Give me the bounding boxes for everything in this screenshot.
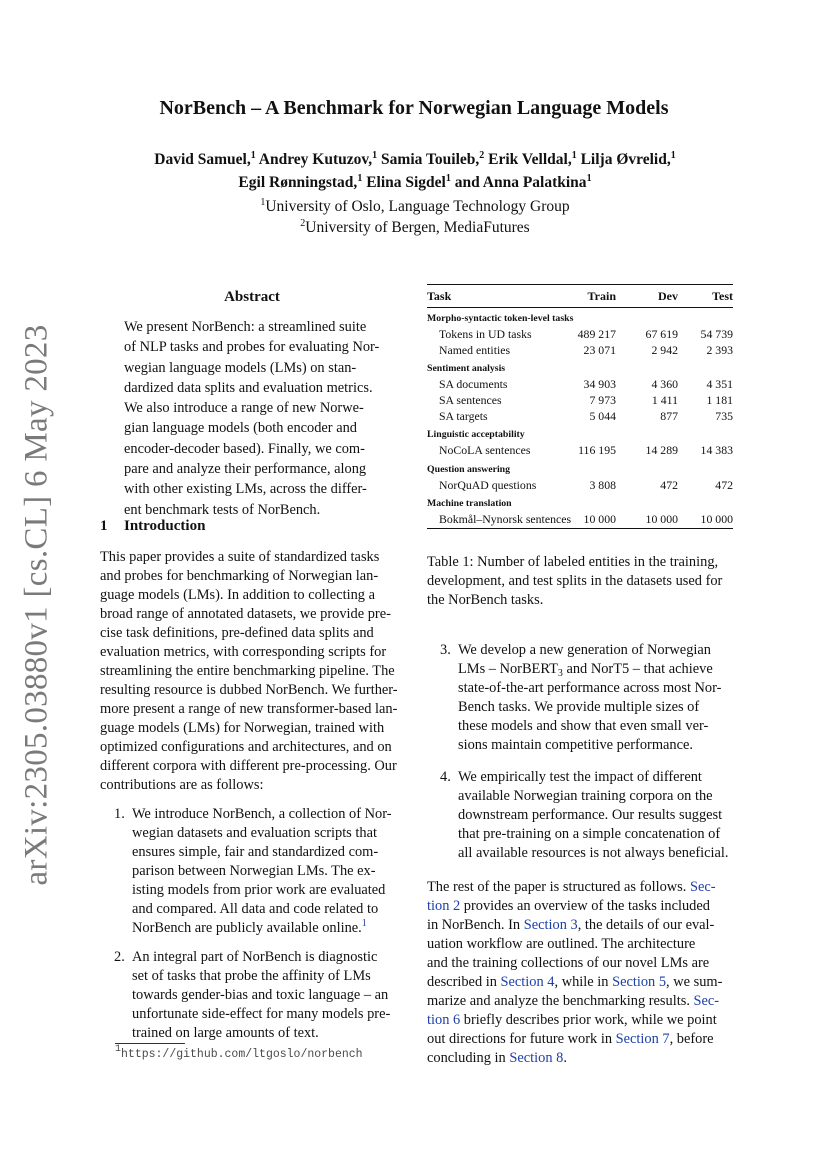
- section-6-link[interactable]: tion 6: [427, 1012, 461, 1028]
- footnote: [115, 1044, 363, 1061]
- abstract-text: [124, 317, 380, 520]
- table-row: NorQuAD questions 3 808 472 472: [439, 477, 733, 492]
- abstract-line: gian language models (both encoder and: [124, 420, 357, 437]
- author: David Samuel,: [154, 151, 251, 168]
- column-header: Dev: [616, 285, 678, 308]
- author: Andrey Kutuzov,: [255, 151, 373, 168]
- list-number: 4.: [440, 769, 451, 785]
- section-6-link[interactable]: Sec-: [693, 993, 720, 1009]
- abstract-line: wegian language models (LMs) on stan-: [124, 359, 357, 376]
- author: Samia Touileb,: [377, 151, 480, 168]
- table-1: [427, 284, 733, 529]
- affiliation-line: $^2$University of Bergen, MediaFutures: [300, 218, 530, 236]
- table-group-header: Morpho-syntactic token-level tasks: [427, 308, 733, 328]
- paper-title: NorBench – A Benchmark for Norwegian Language Models: [159, 97, 669, 119]
- section-number: 1: [100, 518, 108, 534]
- affil-mark: 1: [250, 150, 256, 161]
- author: Erik Velldal,: [484, 151, 572, 168]
- contribution-item-4: 4. We empirically test the impact of different available Norwegian training corpora on the downstream performance. Our results suggest that pre-training on a simple concatenation of all available resources is not always beneficial.: [440, 769, 729, 861]
- list-number: 1.: [114, 806, 125, 822]
- affil-mark: 1: [586, 173, 592, 184]
- section-2-link[interactable]: Sec-: [689, 879, 716, 895]
- table-header-row: [427, 285, 733, 308]
- table-row: Bokmål–Nynorsk sentences 10 000 10 000 10 000: [427, 512, 733, 528]
- table-group-header: Linguistic acceptability: [427, 428, 525, 440]
- footnote-link[interactable]: 1: [361, 918, 367, 929]
- table-row: SA targets 5 044 877 735: [439, 408, 733, 423]
- arxiv-identifier: arXiv:2305.03880v1 [cs.CL] 6 May 2023: [18, 324, 55, 886]
- author-list: [100, 148, 730, 194]
- abstract-line: encoder-decoder based). Finally, we com-: [124, 440, 365, 457]
- author: and Anna Palatkina: [450, 174, 587, 191]
- footnote-url[interactable]: https://github.com/ltgoslo/norbench: [121, 1048, 363, 1061]
- affil-mark: 1: [357, 173, 363, 184]
- section-title: Introduction: [124, 518, 206, 534]
- list-number: 2.: [114, 949, 125, 965]
- table-row: SA documents 34 903 4 360 4 351: [439, 377, 733, 392]
- section-4-link[interactable]: Section 4: [500, 974, 555, 990]
- table-group-header: Question answering: [427, 463, 511, 475]
- affil-mark: 1: [445, 173, 451, 184]
- section-3-link[interactable]: Section 3: [523, 917, 578, 933]
- arxiv-identifier-sidebar: [14, 324, 60, 886]
- table-row: NoCoLA sentences 116 195 14 289 14 383: [439, 443, 733, 458]
- table-row: SA sentences 7 973 1 411 1 181: [439, 393, 733, 408]
- affil-mark: 1: [571, 150, 577, 161]
- contribution-item-3: 3. We develop a new generation of Norwegian LMs – NorBERT$_3$ and NorT5 – that achieve state-of-the-art performance across most Nor- Bench tasks. We provide multiple sizes of these models and show that even small ver- sions maintain competitive performance.: [440, 642, 722, 753]
- table-group-header: Machine translation: [427, 498, 512, 510]
- table-row: Tokens in UD tasks 489 217 67 619 54 739: [439, 327, 733, 342]
- section-2-link[interactable]: tion 2: [427, 898, 461, 914]
- author: Lilja Øvrelid,: [576, 151, 671, 168]
- abstract-line: dardized data splits and evaluation metrics.: [124, 379, 373, 396]
- abstract-line: We present NorBench: a streamlined suite: [124, 319, 367, 335]
- affiliation-line: $^1$University of Oslo, Language Technology Group: [260, 197, 570, 215]
- contribution-item-2: 2. An integral part of NorBench is diagnostic set of tasks that probe the affinity of LMs towards gender-bias and toxic language – an unfortunate side-effect for many models pre- trained on large amounts of text.: [114, 949, 391, 1041]
- abstract-line: We also introduce a range of new Norwe-: [124, 400, 364, 417]
- author: Egil Rønningstad,: [238, 174, 358, 191]
- column-header: Train: [576, 285, 616, 308]
- section-8-link[interactable]: Section 8: [509, 1050, 564, 1066]
- footnote-mark: 1: [115, 1044, 122, 1055]
- table-row: Named entities 23 071 2 942 2 393: [439, 342, 733, 357]
- intro-paragraph: This paper provides a suite of standardized tasks and probes for benchmarking of Norwegian lan- guage models (LMs). In addition to collecting a broad range of annotated datasets, we provide pre- cise task definitions, pre-defined data splits and evaluation metrics, with corresponding scripts for streamlining the entire benchmarking pipeline. The resulting resource is dubbed NorBench. We further- more present a range of new transformer-based lan- guage models (LMs) for Norwegian, trained with optimized configurations and architectures, and on different corpora with different pre-processing. Our contributions are as follows:: [100, 549, 398, 793]
- affil-mark: 1: [670, 150, 676, 161]
- outline-paragraph: The rest of the paper is structured as follows. Sec- tion 2 provides an overview of the tasks included in NorBench. In Section 3, the details of our eval- uation workflow are outlined. The architecture and the training collections of our novel LMs are described in Section 4, while in Section 5, we sum- marize and analyze the benchmarking results. Sec- tion 6 briefly describes prior work, while we point out directions for future work in Section 7, before concluding in Section 8.: [427, 879, 723, 1066]
- contribution-item-1: 1. We introduce NorBench, a collection of Nor- wegian datasets and evaluation scripts that ensures simple, fair and standardized com- parison between Norwegian LMs. The ex- isting models from prior work are evaluated and compared. All data and code related to NorBench are publicly available online.$^1$: [114, 806, 392, 936]
- column-header: Test: [678, 285, 733, 308]
- author: Elina Sigdel: [362, 174, 446, 191]
- affil-mark: 2: [479, 150, 485, 161]
- list-number: 3.: [440, 642, 451, 658]
- section-7-link[interactable]: Section 7: [615, 1031, 670, 1047]
- table-caption: Table 1: Number of labeled entities in the training, development, and test splits in the datasets used for the NorBench tasks.: [427, 554, 723, 608]
- table-group-header: Sentiment analysis: [427, 363, 506, 375]
- column-header: Task: [427, 285, 576, 308]
- abstract-line: of NLP tasks and probes for evaluating Nor-: [124, 339, 380, 356]
- section-5-link[interactable]: Section 5: [612, 974, 667, 990]
- abstract-line: pare and analyze their performance, along: [124, 461, 367, 478]
- affiliations: [100, 196, 730, 238]
- abstract-line: with other existing LMs, across the differ-: [124, 481, 367, 498]
- footnote-rule: [115, 1043, 185, 1044]
- abstract-heading: Abstract: [224, 289, 280, 305]
- section-heading-introduction: [100, 518, 205, 535]
- affil-mark: 1: [372, 150, 378, 161]
- abstract-line: ent benchmark tests of NorBench.: [124, 501, 321, 518]
